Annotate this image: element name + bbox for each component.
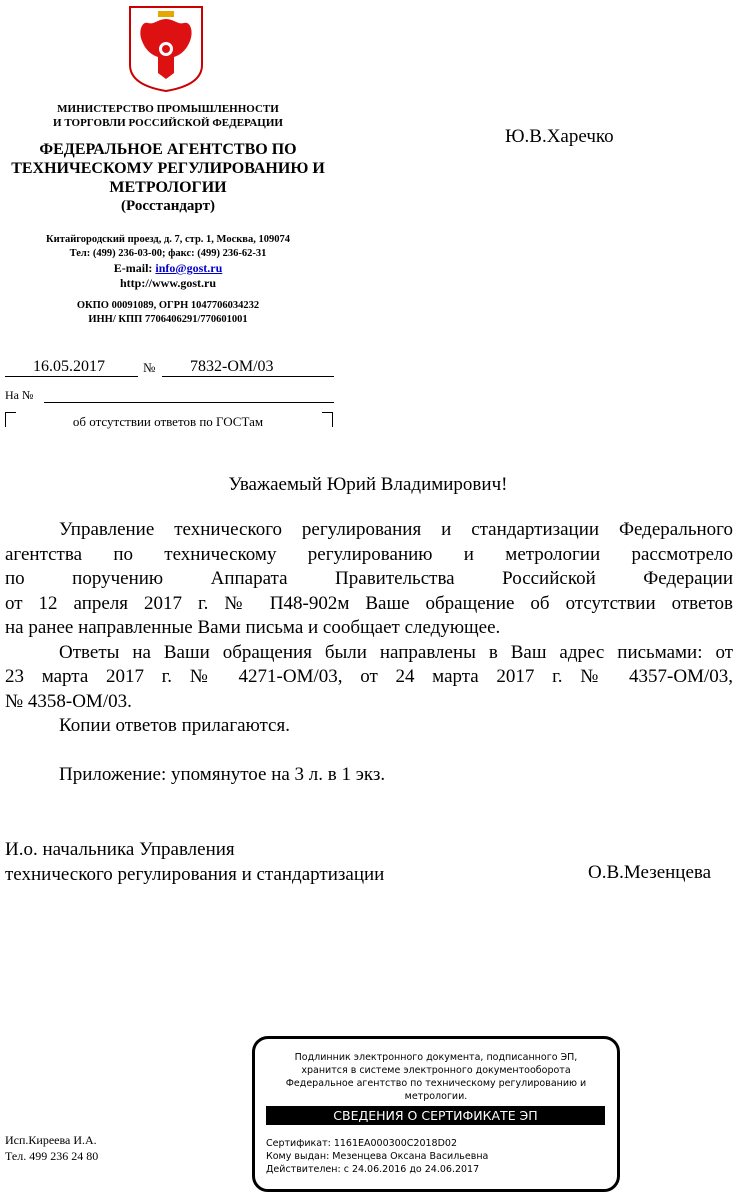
phone: Тел: (499) 236-03-00; факс: (499) 236-62-31 <box>69 248 267 259</box>
reference-label: На № <box>5 388 34 402</box>
email-label: E-mail: <box>113 261 156 275</box>
certificate-owner: Кому выдан: Мезенцева Оксана Васильевна <box>266 1151 489 1162</box>
subject: об отсутствии ответов по ГОСТам <box>72 414 264 429</box>
body-line: Управление технического регулирования и стандартизации Федерального <box>59 519 733 540</box>
certificate-validity: Действителен: с 24.06.2016 до 24.06.2017 <box>266 1164 480 1175</box>
website: http://www.gost.ru <box>119 276 216 290</box>
okpo: ОКПО 00091089, ОГРН 1047706034232 <box>76 300 260 311</box>
stamp-text: метрологии. <box>404 1091 468 1102</box>
coat-of-arms-emblem <box>128 5 204 93</box>
electronic-signature-stamp <box>252 1036 620 1192</box>
stamp-text: Подлинник электронного документа, подписанного ЭП, <box>294 1052 578 1063</box>
ministry-line: МИНИСТЕРСТВО ПРОМЫШЛЕННОСТИ <box>57 103 279 115</box>
ministry-name <box>0 102 336 130</box>
stamp-text: хранится в системе электронного документооборота <box>301 1065 571 1076</box>
letter-body <box>5 518 733 787</box>
contacts <box>0 233 336 327</box>
reg-number-label: № <box>143 360 156 375</box>
body-line: на ранее направленные Вами письма и сообщает следующее. <box>5 617 501 638</box>
signer-name: О.В.Мезенцева <box>588 862 712 883</box>
body-line: по поручению Аппарата Правительства Российской Федерации <box>5 568 733 589</box>
body-line: агентства по техническому регулированию и метрологии рассмотрело <box>5 543 733 565</box>
ministry-line: И ТОРГОВЛИ РОССИЙСКОЙ ФЕДЕРАЦИИ <box>53 117 283 129</box>
stamp-title: СВЕДЕНИЯ О СЕРТИФИКАТЕ ЭП <box>266 1106 605 1125</box>
executor-name: Исп.Киреева И.А. <box>5 1133 97 1147</box>
email-link[interactable]: info@gost.ru <box>155 261 223 275</box>
agency-short-name: (Росстандарт) <box>121 198 215 214</box>
executor <box>5 1132 98 1164</box>
signer-position: технического регулирования и стандартизации <box>5 863 385 885</box>
certificate-number: Сертификат: 1161EA000300C2018D02 <box>266 1138 457 1149</box>
reg-number: 7832-ОМ/03 <box>190 358 274 375</box>
salutation: Уважаемый Юрий Владимирович! <box>228 474 508 495</box>
body-line: 23 марта 2017 г. № 4271-ОМ/03, от 24 марта 2017 г. № 4357-ОМ/03, <box>5 666 733 687</box>
body-line: Копии ответов прилагаются. <box>59 715 290 736</box>
agency-line: ФЕДЕРАЛЬНОЕ АГЕНТСТВО ПО <box>39 141 297 158</box>
body-line: Ответы на Ваши обращения были направлены в Ваш адрес письмами: от <box>59 641 733 663</box>
body-line: от 12 апреля 2017 г. № П48-902м Ваше обращение об отсутствии ответов <box>5 592 733 614</box>
agency-line: ТЕХНИЧЕСКОМУ РЕГУЛИРОВАНИЮ И <box>11 160 325 177</box>
reg-date: 16.05.2017 <box>33 358 105 375</box>
signer-position: И.о. начальника Управления <box>5 839 235 860</box>
body-line: № 4358-ОМ/03. <box>5 690 132 712</box>
agency-line: МЕТРОЛОГИИ <box>109 179 227 196</box>
agency-name <box>0 140 336 216</box>
attachment-note: Приложение: упомянутое на 3 л. в 1 экз. <box>59 763 386 785</box>
executor-phone: Тел. 499 236 24 80 <box>5 1149 99 1163</box>
address: Китайгородский проезд, д. 7, стр. 1, Москва, 109074 <box>46 234 290 245</box>
inn: ИНН/ КПП 7706406291/770601001 <box>88 314 248 325</box>
recipient: Ю.В.Харечко <box>505 126 614 147</box>
stamp-text: Федеральное агентство по техническому регулированию и <box>285 1078 587 1089</box>
